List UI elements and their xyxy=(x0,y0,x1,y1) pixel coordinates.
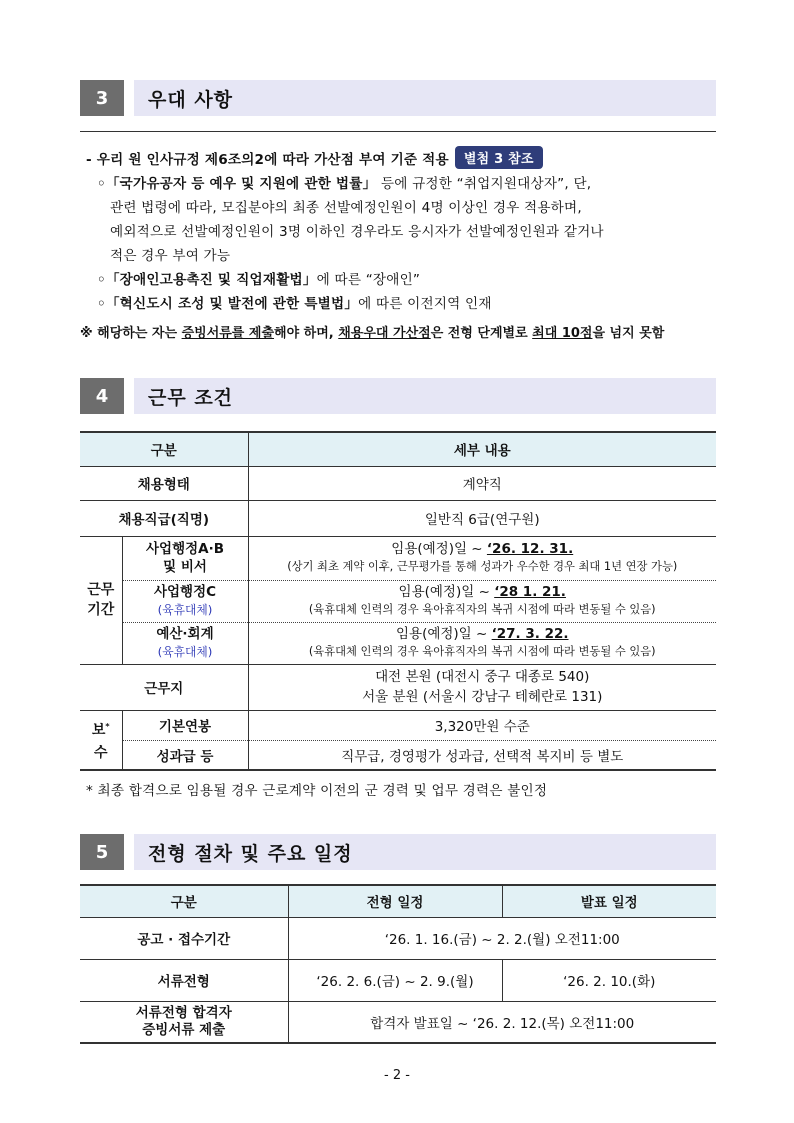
row-value: 합격자 발표일 ~ ‘26. 2. 12.(목) 오전11:00 xyxy=(288,1001,716,1043)
table-row xyxy=(80,466,716,500)
label-line: 사업행정A·B xyxy=(145,541,225,557)
footnote-mark: * xyxy=(105,721,110,731)
end-date: ‘26. 12. 31. xyxy=(486,541,574,557)
label-sub: (육휴대체) xyxy=(157,603,213,617)
item-text: 에 따른 “장애인” xyxy=(316,272,421,288)
table-row xyxy=(80,1001,716,1043)
label-line: 사업행정C xyxy=(153,584,217,600)
section-number: 5 xyxy=(80,834,124,870)
note-emphasis: 채용우대 가산점 xyxy=(338,326,431,341)
label-sub: (육휴대체) xyxy=(157,645,213,659)
note-emphasis: 증빙서류를 제출 xyxy=(181,326,275,341)
grade-label: 채용직급(직명) xyxy=(80,500,248,536)
emp-type-label: 채용형태 xyxy=(80,466,248,500)
section-title: 전형 절차 및 주요 일정 xyxy=(134,834,716,870)
section-number: 3 xyxy=(80,80,124,116)
table-row xyxy=(80,664,716,710)
row-value: ‘26. 1. 16.(금) ~ 2. 2.(월) 오전11:00 xyxy=(288,917,716,959)
value-text: 임용(예정)일 ~ xyxy=(391,541,487,557)
section-number: 4 xyxy=(80,378,124,414)
preference-item-1-line2: 관련 법령에 따라, 모집분야의 최종 선발예정인원이 4명 이상인 경우 적용하며, xyxy=(110,200,582,216)
section-3-header xyxy=(80,80,716,116)
preference-item-1 xyxy=(97,172,591,192)
section-5-header xyxy=(80,834,716,870)
period-3-value xyxy=(248,622,716,664)
base-salary-value: 3,320만원 수준 xyxy=(248,710,716,740)
place-value xyxy=(248,664,716,710)
end-date: ‘28 1. 21. xyxy=(494,584,566,600)
item-text: 에 따른 이전지역 인재 xyxy=(358,296,492,312)
table-row xyxy=(80,740,716,770)
place-main: 대전 본원 (대전시 중구 대종로 540) xyxy=(375,669,590,685)
label-line: 증빙서류 제출 xyxy=(142,1021,226,1038)
header-schedule: 전형 일정 xyxy=(288,885,502,917)
work-conditions-table xyxy=(80,431,716,771)
value-text: 임용(예정)일 ~ xyxy=(395,626,492,642)
table-header-row xyxy=(80,885,716,917)
preference-note xyxy=(80,322,664,341)
place-branch: 서울 분원 (서울시 강남구 테헤란로 131) xyxy=(362,689,603,705)
grade-value: 일반직 6급(연구원) xyxy=(248,500,716,536)
preference-item-3 xyxy=(97,292,492,312)
period-label: 근무 기간 xyxy=(80,536,122,664)
table-row xyxy=(80,536,716,580)
table-row xyxy=(80,917,716,959)
table-row xyxy=(80,500,716,536)
row-label: 공고 · 접수기간 xyxy=(80,917,288,959)
label-line: 수 xyxy=(93,744,108,761)
label-line: 예산·회계 xyxy=(156,626,214,642)
appendix-badge: 별첨 3 참조 xyxy=(455,146,543,169)
section-4-header xyxy=(80,378,716,414)
header-category: 구분 xyxy=(80,432,248,466)
base-salary-label: 기본연봉 xyxy=(122,710,248,740)
preference-main-bullet xyxy=(86,146,543,169)
period-1-label xyxy=(122,536,248,580)
preference-item-1-line3: 예외적으로 선발예정인원이 3명 이하인 경우라도 응시자가 선발예정인원과 같거나 xyxy=(110,224,604,240)
law-name: ◦「장애인고용촉진 및 직업재활법」 xyxy=(97,272,317,288)
note-text: 해야 하며, xyxy=(274,326,339,341)
row-label: 서류전형 xyxy=(80,959,288,1001)
row-label xyxy=(80,1001,288,1043)
period-2-label xyxy=(122,580,248,622)
note-text: 은 전형 단계별로 xyxy=(430,326,533,341)
period-2-value xyxy=(248,580,716,622)
note-text: ※ 해당하는 자는 xyxy=(80,326,182,341)
note-text: 을 넘지 못함 xyxy=(592,326,665,341)
header-category: 구분 xyxy=(80,885,288,917)
label-line: 서류전형 합격자 xyxy=(135,1004,232,1021)
table-row xyxy=(80,959,716,1001)
preference-item-2 xyxy=(97,268,420,288)
label-line: 보 xyxy=(91,722,106,739)
table-row xyxy=(80,622,716,664)
period-3-label xyxy=(122,622,248,664)
divider xyxy=(80,131,716,132)
row-schedule: ‘26. 2. 6.(금) ~ 2. 9.(월) xyxy=(288,959,502,1001)
section-title: 근무 조건 xyxy=(134,378,716,414)
bullet-text: - 우리 원 인사규정 제6조의2에 따라 가산점 부여 기준 적용 xyxy=(86,152,449,168)
period-1-value xyxy=(248,536,716,580)
table-row xyxy=(80,580,716,622)
page-number: - 2 - xyxy=(384,1068,410,1083)
schedule-table xyxy=(80,884,716,1044)
header-announcement: 발표 일정 xyxy=(502,885,716,917)
preference-item-1-line4: 적은 경우 부여 가능 xyxy=(110,248,231,264)
period-note: (육휴대체 인력의 경우 육아휴직자의 복귀 시점에 따라 변동될 수 있음) xyxy=(308,603,656,616)
label-line: 및 비서 xyxy=(163,559,207,575)
period-note: (상기 최초 계약 이후, 근무평가를 통해 성과가 우수한 경우 최대 1년 연장 가능) xyxy=(287,560,678,573)
emp-type-value: 계약직 xyxy=(248,466,716,500)
value-text: 임용(예정)일 ~ xyxy=(398,584,495,600)
item-text: 등에 규정한 “취업지원대상자”, 단, xyxy=(376,176,592,192)
table-header-row xyxy=(80,432,716,466)
section-title: 우대 사항 xyxy=(134,80,716,116)
bonus-value: 직무급, 경영평가 성과급, 선택적 복지비 등 별도 xyxy=(248,740,716,770)
law-name: ◦「국가유공자 등 예우 및 지원에 관한 법률」 xyxy=(97,176,377,192)
note-emphasis: 최대 10점 xyxy=(532,326,593,341)
work-conditions-footnote: * 최종 합격으로 임용될 경우 근로계약 이전의 군 경력 및 업무 경력은 불인정 xyxy=(86,783,548,799)
row-announcement: ‘26. 2. 10.(화) xyxy=(502,959,716,1001)
pay-label xyxy=(80,710,122,770)
period-note: (육휴대체 인력의 경우 육아휴직자의 복귀 시점에 따라 변동될 수 있음) xyxy=(308,645,656,658)
table-row xyxy=(80,710,716,740)
place-label: 근무지 xyxy=(80,664,248,710)
bonus-label: 성과급 등 xyxy=(122,740,248,770)
law-name: ◦「혁신도시 조성 및 발전에 관한 특별법」 xyxy=(97,296,359,312)
end-date: ‘27. 3. 22. xyxy=(491,626,569,642)
header-detail: 세부 내용 xyxy=(248,432,716,466)
